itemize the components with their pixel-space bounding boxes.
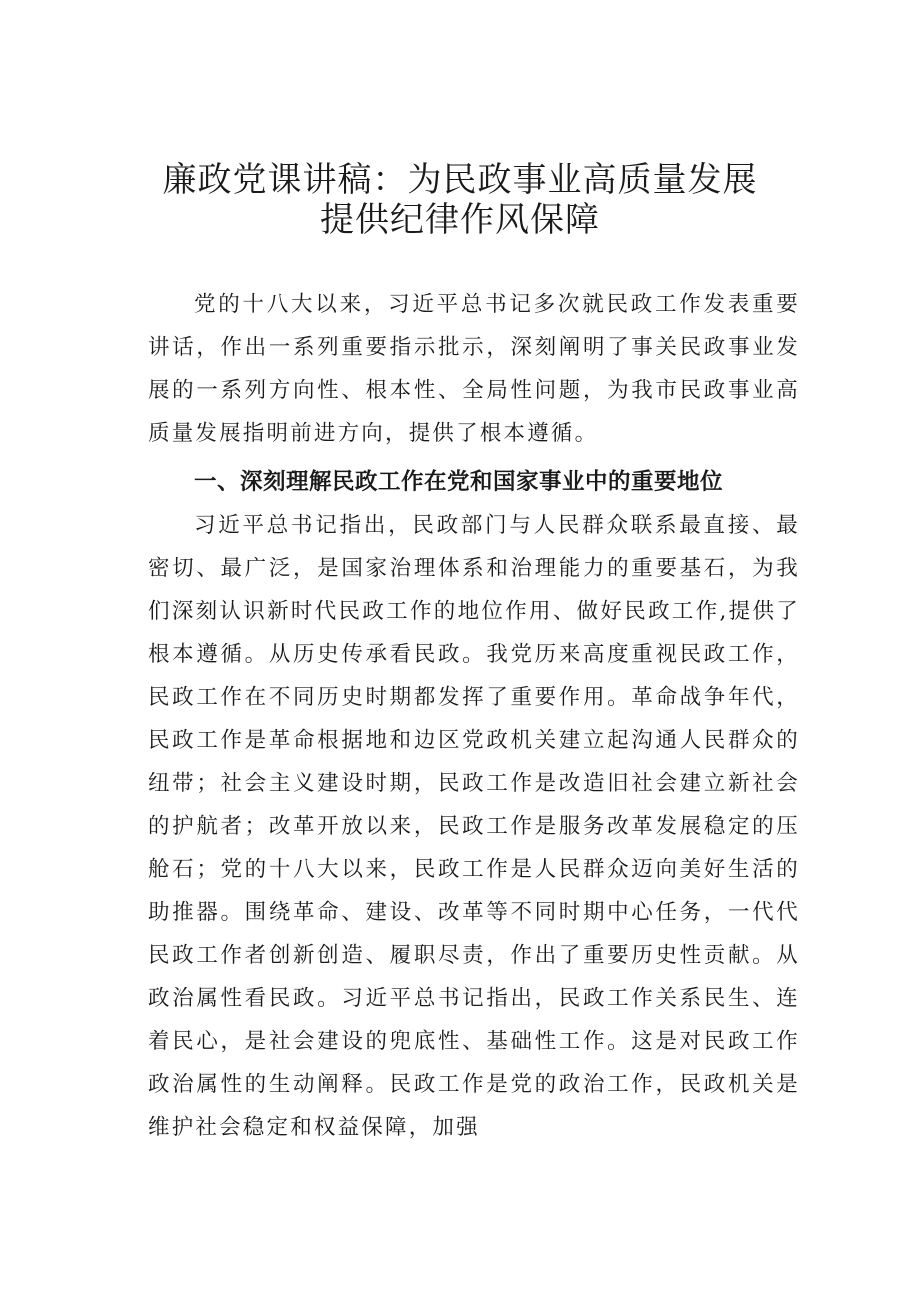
body-paragraph: 习近平总书记指出，民政部门与人民群众联系最直接、最密切、最广泛，是国家治理体系和治理能力的重要基石，为我们深刻认识新时代民政工作的地位作用、做好民政工作,提供了根本遵循。从历史传承看民政。我党历来高度重视民政工作，民政工作在不同历史时期都发挥了重要作用。革命战争年代，民政工作是革命根据地和边区党政机关建立起沟通人民群众的纽带；社会主义建设时期，民政工作是改造旧社会建立新社会的护航者；改革开放以来，民政工作是服务改革发展稳定的压舱石；党的十八大以来，民政工作是人民群众迈向美好生活的助推器。围绕革命、建设、改革等不同时期中心任务，一代代民政工作者创新创造、履职尽责，作出了重要历史性贡献。从政治属性看民政。习近平总书记指出，民政工作关系民生、连着民心，是社会建设的兜底性、基础性工作。这是对民政工作政治属性的生动阐释。民政工作是党的政治工作，民政机关是维护社会稳定和权益保障，加强 bbox=[148, 513, 800, 1140]
section-heading: 一、深刻理解民政工作在党和国家事业中的重要地位 bbox=[194, 469, 724, 495]
document-title-line-2: 提供纪律作风保障 bbox=[320, 200, 600, 240]
document-title-line-1: 廉政党课讲稿：为民政事业高质量发展 bbox=[162, 160, 758, 200]
intro-paragraph: 党的十八大以来，习近平总书记多次就民政工作发表重要讲话，作出一系列重要指示批示，深刻阐明了事关民政事业发展的一系列方向性、根本性、全局性问题，为我市民政事业高质量发展指明前进方向，提供了根本遵循。 bbox=[148, 292, 800, 446]
